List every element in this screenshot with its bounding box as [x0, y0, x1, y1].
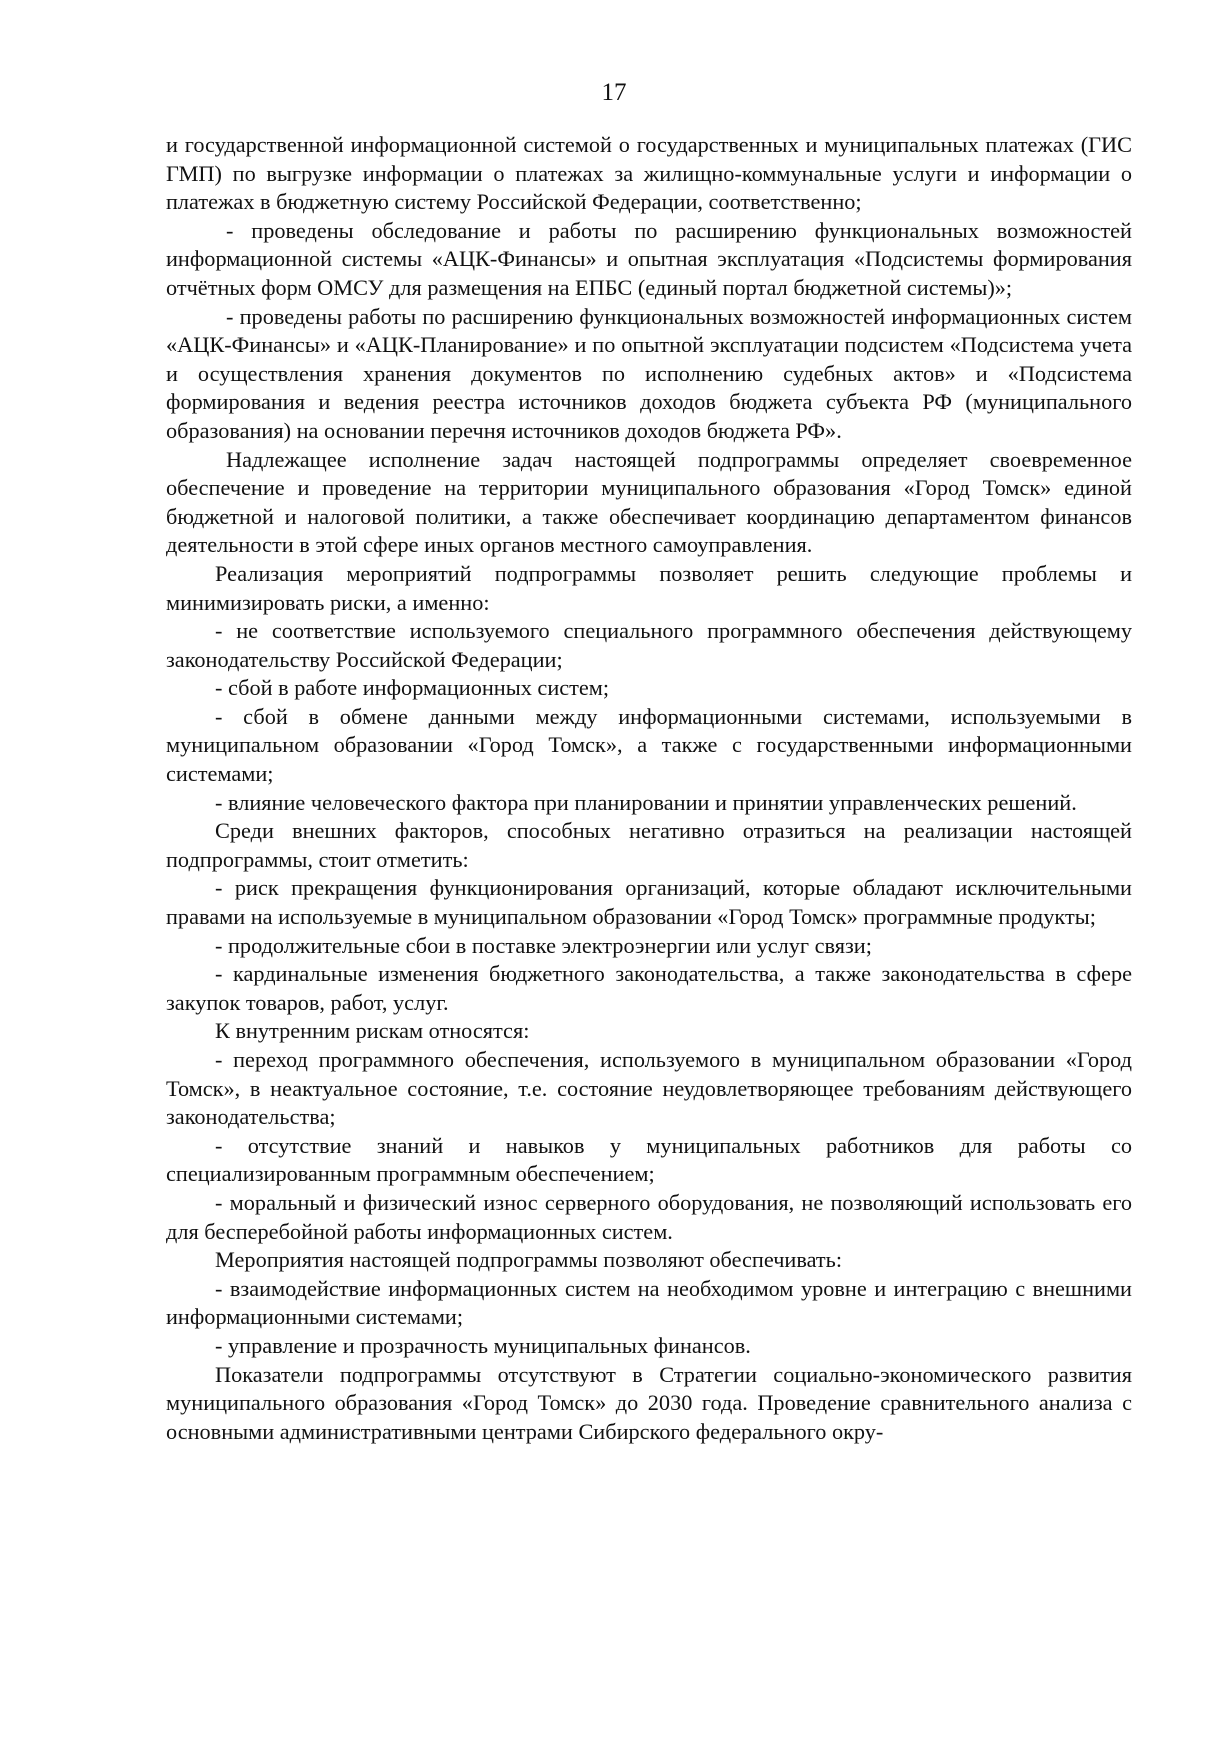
paragraph-8: - сбой в обмене данными между информационными системами, используемыми в муниципальном образовании «Город Томск», а также с государственными информационными системами; — [166, 703, 1132, 787]
paragraph-6: - не соответствие используемого специального программного обеспечения действующему законодательству Российской Федерации; — [166, 618, 1132, 672]
paragraph-2: - проведены обследование и работы по расширению функциональных возможностей информационной системы «АЦК-Финансы» и опытная эксплуатация «Подсистемы формирования отчётных форм ОМСУ для размещения на ЕПБС (единый портал бюджетной системы)»; — [166, 217, 1132, 300]
paragraph-3: - проведены работы по расширению функциональных возможностей информационных систем «АЦК-Финансы» и «АЦК-Планирование» и по опытной эксплуатации подсистем «Подсистема учета и осуществления хранения документов по исполнению судебных актов» и «Подсистема формирования и ведения реестра источников доходов бюджета субъекта РФ (муниципального образования) на основании перечня источников доходов бюджета РФ». — [166, 303, 1132, 443]
paragraph-12: - продолжительные сбои в поставке электроэнергии или услуг связи; — [215, 932, 872, 958]
paragraph-1: и государственной информационной системой о государственных и муниципальных платежах (ГИС ГМП) по выгрузке информации о платежах за жилищно-коммунальные услуги и информации о платежах в бюджетную систему Российской Федерации, соответственно; — [166, 132, 1132, 215]
paragraph-21: Показатели подпрограммы отсутствуют в Стратегии социально-экономического развития муниципального образования «Город Томск» до 2030 года. Проведение сравнительного анализа с основными административными центрами Сибирского федерального окру- — [166, 1361, 1132, 1444]
paragraph-13: - кардинальные изменения бюджетного законодательства, а также законодательства в сфере закупок товаров, работ, услуг. — [166, 961, 1132, 1015]
paragraph-18: Мероприятия настоящей подпрограммы позволяют обеспечивать: — [215, 1247, 843, 1273]
paragraph-19: - взаимодействие информационных систем на необходимом уровне и интеграцию с внешними информационными системами; — [166, 1275, 1132, 1330]
paragraph-14: К внутренним рискам относятся: — [215, 1018, 530, 1044]
paragraph-17: - моральный и физический износ серверного оборудования, не позволяющий использовать его для бесперебойной работы информационных систем. — [166, 1189, 1132, 1244]
paragraph-16: - отсутствие знаний и навыков у муниципальных работников для работы со специализированным программным обеспечением; — [166, 1132, 1132, 1187]
paragraph-15: - переход программного обеспечения, используемого в муниципальном образовании «Город Томск», в неактуальное состояние, т.е. состояние неудовлетворяющее требованиям действующего законодательства; — [166, 1047, 1132, 1130]
paragraph-4: Надлежащее исполнение задач настоящей подпрограммы определяет своевременное обеспечение и проведение на территории муниципального образования «Город Томск» единой бюджетной и налоговой политики, а также обеспечивает координацию департаментом финансов деятельности в этой сфере иных органов местного самоуправления. — [166, 446, 1132, 558]
paragraph-7: - сбой в работе информационных систем; — [215, 675, 610, 701]
paragraph-9: - влияние человеческого фактора при планировании и принятии управленческих решений. — [215, 789, 1077, 815]
paragraph-20: - управление и прозрачность муниципальных финансов. — [215, 1332, 751, 1358]
document-body — [166, 131, 1132, 1446]
paragraph-11: - риск прекращения функционирования организаций, которые обладают исключительными правами на используемые в муниципальном образовании «Город Томск» программные продукты; — [166, 875, 1132, 930]
paragraph-5: Реализация мероприятий подпрограммы позволяет решить следующие проблемы и минимизировать риски, а именно: — [166, 560, 1132, 615]
paragraph-10: Среди внешних факторов, способных негативно отразиться на реализации настоящей подпрограммы, стоит отметить: — [166, 818, 1132, 872]
page-number: 17 — [601, 79, 627, 106]
